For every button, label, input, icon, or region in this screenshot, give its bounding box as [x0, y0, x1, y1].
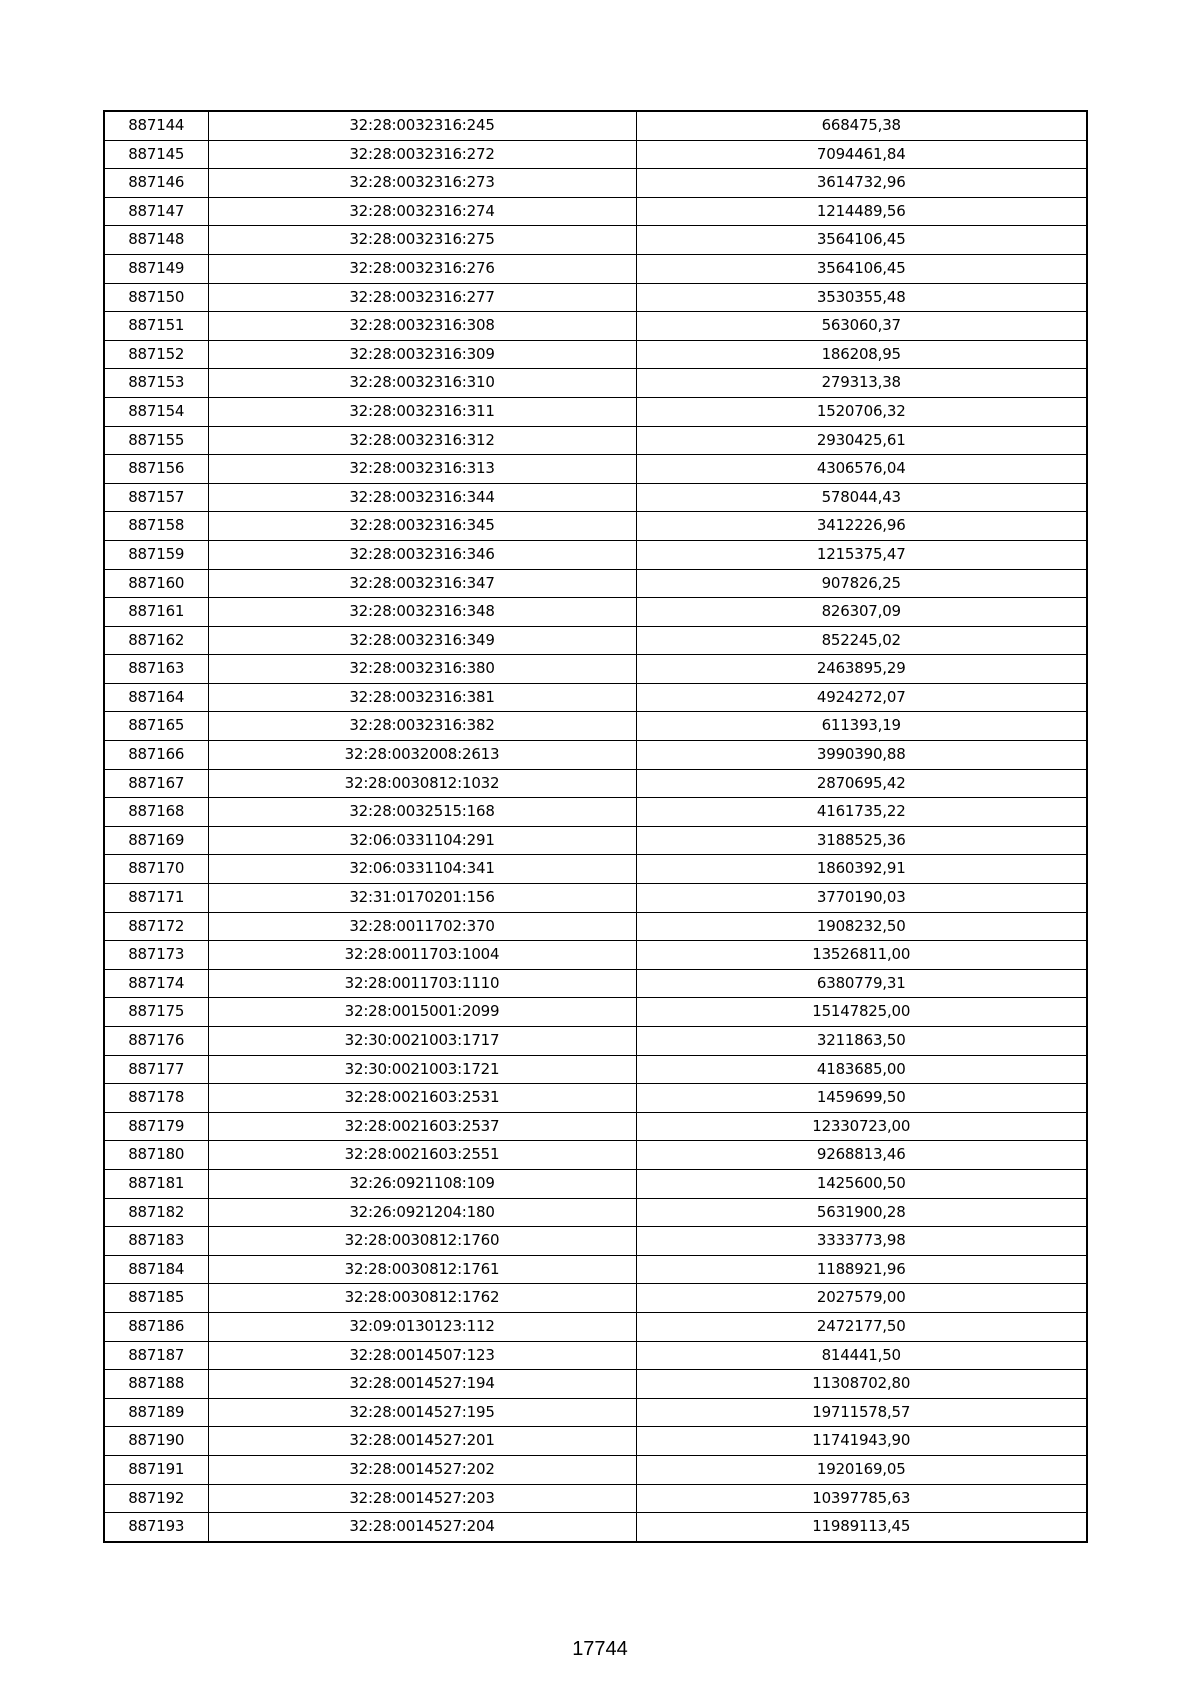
value-cell: 7094461,84	[636, 140, 1087, 169]
row-id-cell: 887144	[104, 111, 208, 140]
value-cell: 611393,19	[636, 712, 1087, 741]
cadastral-number-cell: 32:28:0021603:2537	[208, 1112, 636, 1141]
row-id-cell: 887156	[104, 455, 208, 484]
cadastral-number-cell: 32:30:0021003:1717	[208, 1027, 636, 1056]
cadastral-number-cell: 32:28:0032316:276	[208, 254, 636, 283]
cadastral-number-cell: 32:28:0011703:1110	[208, 969, 636, 998]
value-cell: 4183685,00	[636, 1055, 1087, 1084]
row-id-cell: 887152	[104, 340, 208, 369]
table-row	[104, 998, 1087, 1027]
value-cell: 15147825,00	[636, 998, 1087, 1027]
registry-table-body	[104, 111, 1087, 1542]
value-cell: 2463895,29	[636, 655, 1087, 684]
cadastral-number-cell: 32:28:0032008:2613	[208, 741, 636, 770]
row-id-cell: 887190	[104, 1427, 208, 1456]
row-id-cell: 887149	[104, 254, 208, 283]
value-cell: 1908232,50	[636, 912, 1087, 941]
value-cell: 3211863,50	[636, 1027, 1087, 1056]
cadastral-number-cell: 32:26:0921108:109	[208, 1169, 636, 1198]
value-cell: 1188921,96	[636, 1255, 1087, 1284]
table-row	[104, 1484, 1087, 1513]
table-row	[104, 855, 1087, 884]
table-row	[104, 769, 1087, 798]
row-id-cell: 887162	[104, 626, 208, 655]
table-row	[104, 1284, 1087, 1313]
row-id-cell: 887146	[104, 169, 208, 198]
row-id-cell: 887151	[104, 312, 208, 341]
row-id-cell: 887161	[104, 598, 208, 627]
table-row	[104, 397, 1087, 426]
table-row	[104, 1398, 1087, 1427]
value-cell: 852245,02	[636, 626, 1087, 655]
cadastral-number-cell: 32:28:0032316:274	[208, 197, 636, 226]
value-cell: 3614732,96	[636, 169, 1087, 198]
table-row	[104, 1141, 1087, 1170]
table-row	[104, 1027, 1087, 1056]
cadastral-number-cell: 32:28:0032316:310	[208, 369, 636, 398]
cadastral-number-cell: 32:28:0011703:1004	[208, 941, 636, 970]
table-row	[104, 283, 1087, 312]
table-row	[104, 1513, 1087, 1542]
row-id-cell: 887167	[104, 769, 208, 798]
table-row	[104, 512, 1087, 541]
row-id-cell: 887155	[104, 426, 208, 455]
row-id-cell: 887172	[104, 912, 208, 941]
value-cell: 12330723,00	[636, 1112, 1087, 1141]
cadastral-number-cell: 32:28:0032316:382	[208, 712, 636, 741]
table-row	[104, 1112, 1087, 1141]
row-id-cell: 887187	[104, 1341, 208, 1370]
table-row	[104, 1055, 1087, 1084]
table-row	[104, 340, 1087, 369]
table-row	[104, 1312, 1087, 1341]
cadastral-number-cell: 32:31:0170201:156	[208, 884, 636, 913]
table-row	[104, 941, 1087, 970]
row-id-cell: 887163	[104, 655, 208, 684]
value-cell: 1920169,05	[636, 1455, 1087, 1484]
cadastral-number-cell: 32:06:0331104:341	[208, 855, 636, 884]
cadastral-number-cell: 32:28:0032316:346	[208, 540, 636, 569]
cadastral-number-cell: 32:28:0032316:277	[208, 283, 636, 312]
row-id-cell: 887181	[104, 1169, 208, 1198]
row-id-cell: 887191	[104, 1455, 208, 1484]
cadastral-number-cell: 32:28:0032316:311	[208, 397, 636, 426]
cadastral-number-cell: 32:28:0030812:1032	[208, 769, 636, 798]
table-row	[104, 798, 1087, 827]
cadastral-number-cell: 32:28:0032316:345	[208, 512, 636, 541]
value-cell: 826307,09	[636, 598, 1087, 627]
cadastral-number-cell: 32:28:0032316:348	[208, 598, 636, 627]
value-cell: 3770190,03	[636, 884, 1087, 913]
value-cell: 3333773,98	[636, 1227, 1087, 1256]
table-row	[104, 426, 1087, 455]
value-cell: 1860392,91	[636, 855, 1087, 884]
table-row	[104, 1227, 1087, 1256]
row-id-cell: 887169	[104, 826, 208, 855]
cadastral-number-cell: 32:06:0331104:291	[208, 826, 636, 855]
row-id-cell: 887157	[104, 483, 208, 512]
value-cell: 11308702,80	[636, 1370, 1087, 1399]
row-id-cell: 887147	[104, 197, 208, 226]
cadastral-number-cell: 32:28:0032316:349	[208, 626, 636, 655]
row-id-cell: 887174	[104, 969, 208, 998]
table-row	[104, 254, 1087, 283]
row-id-cell: 887145	[104, 140, 208, 169]
row-id-cell: 887179	[104, 1112, 208, 1141]
cadastral-number-cell: 32:28:0014527:201	[208, 1427, 636, 1456]
value-cell: 4924272,07	[636, 683, 1087, 712]
value-cell: 1215375,47	[636, 540, 1087, 569]
row-id-cell: 887180	[104, 1141, 208, 1170]
row-id-cell: 887154	[104, 397, 208, 426]
value-cell: 1425600,50	[636, 1169, 1087, 1198]
table-row	[104, 826, 1087, 855]
cadastral-number-cell: 32:28:0030812:1762	[208, 1284, 636, 1313]
cadastral-number-cell: 32:28:0032316:347	[208, 569, 636, 598]
value-cell: 4306576,04	[636, 455, 1087, 484]
table-row	[104, 169, 1087, 198]
value-cell: 3412226,96	[636, 512, 1087, 541]
row-id-cell: 887185	[104, 1284, 208, 1313]
table-row	[104, 226, 1087, 255]
table-row	[104, 1341, 1087, 1370]
value-cell: 578044,43	[636, 483, 1087, 512]
row-id-cell: 887158	[104, 512, 208, 541]
row-id-cell: 887189	[104, 1398, 208, 1427]
value-cell: 1520706,32	[636, 397, 1087, 426]
table-row	[104, 912, 1087, 941]
cadastral-number-cell: 32:28:0032316:344	[208, 483, 636, 512]
cadastral-number-cell: 32:28:0014527:195	[208, 1398, 636, 1427]
table-row	[104, 483, 1087, 512]
cadastral-number-cell: 32:28:0014527:202	[208, 1455, 636, 1484]
cadastral-number-cell: 32:28:0032316:245	[208, 111, 636, 140]
table-row	[104, 969, 1087, 998]
value-cell: 6380779,31	[636, 969, 1087, 998]
value-cell: 668475,38	[636, 111, 1087, 140]
value-cell: 4161735,22	[636, 798, 1087, 827]
cadastral-number-cell: 32:09:0130123:112	[208, 1312, 636, 1341]
value-cell: 186208,95	[636, 340, 1087, 369]
row-id-cell: 887192	[104, 1484, 208, 1513]
value-cell: 907826,25	[636, 569, 1087, 598]
value-cell: 11989113,45	[636, 1513, 1087, 1542]
row-id-cell: 887184	[104, 1255, 208, 1284]
cadastral-number-cell: 32:28:0032316:312	[208, 426, 636, 455]
cadastral-number-cell: 32:28:0030812:1760	[208, 1227, 636, 1256]
cadastral-number-cell: 32:28:0032316:309	[208, 340, 636, 369]
value-cell: 11741943,90	[636, 1427, 1087, 1456]
table-row	[104, 312, 1087, 341]
row-id-cell: 887177	[104, 1055, 208, 1084]
cadastral-number-cell: 32:28:0032316:308	[208, 312, 636, 341]
value-cell: 2870695,42	[636, 769, 1087, 798]
cadastral-number-cell: 32:28:0030812:1761	[208, 1255, 636, 1284]
table-row	[104, 111, 1087, 140]
value-cell: 13526811,00	[636, 941, 1087, 970]
cadastral-number-cell: 32:28:0032316:272	[208, 140, 636, 169]
row-id-cell: 887193	[104, 1513, 208, 1542]
table-row	[104, 626, 1087, 655]
row-id-cell: 887166	[104, 741, 208, 770]
row-id-cell: 887183	[104, 1227, 208, 1256]
row-id-cell: 887186	[104, 1312, 208, 1341]
row-id-cell: 887159	[104, 540, 208, 569]
value-cell: 5631900,28	[636, 1198, 1087, 1227]
value-cell: 814441,50	[636, 1341, 1087, 1370]
cadastral-number-cell: 32:28:0032316:275	[208, 226, 636, 255]
row-id-cell: 887170	[104, 855, 208, 884]
table-row	[104, 598, 1087, 627]
value-cell: 563060,37	[636, 312, 1087, 341]
table-row	[104, 741, 1087, 770]
value-cell: 2930425,61	[636, 426, 1087, 455]
value-cell: 3564106,45	[636, 226, 1087, 255]
row-id-cell: 887173	[104, 941, 208, 970]
cadastral-number-cell: 32:28:0021603:2551	[208, 1141, 636, 1170]
value-cell: 3990390,88	[636, 741, 1087, 770]
value-cell: 2472177,50	[636, 1312, 1087, 1341]
row-id-cell: 887164	[104, 683, 208, 712]
value-cell: 3188525,36	[636, 826, 1087, 855]
table-row	[104, 197, 1087, 226]
table-row	[104, 1370, 1087, 1399]
row-id-cell: 887171	[104, 884, 208, 913]
value-cell: 10397785,63	[636, 1484, 1087, 1513]
value-cell: 3530355,48	[636, 283, 1087, 312]
table-row	[104, 1169, 1087, 1198]
table-row	[104, 1427, 1087, 1456]
cadastral-number-cell: 32:28:0032316:381	[208, 683, 636, 712]
cadastral-number-cell: 32:28:0015001:2099	[208, 998, 636, 1027]
cadastral-number-cell: 32:28:0014527:203	[208, 1484, 636, 1513]
cadastral-number-cell: 32:26:0921204:180	[208, 1198, 636, 1227]
row-id-cell: 887168	[104, 798, 208, 827]
cadastral-number-cell: 32:28:0032316:313	[208, 455, 636, 484]
cadastral-number-cell: 32:28:0014527:204	[208, 1513, 636, 1542]
table-row	[104, 369, 1087, 398]
table-row	[104, 683, 1087, 712]
value-cell: 2027579,00	[636, 1284, 1087, 1313]
row-id-cell: 887175	[104, 998, 208, 1027]
cadastral-number-cell: 32:28:0014527:194	[208, 1370, 636, 1399]
row-id-cell: 887150	[104, 283, 208, 312]
cadastral-number-cell: 32:30:0021003:1721	[208, 1055, 636, 1084]
table-row	[104, 1255, 1087, 1284]
value-cell: 3564106,45	[636, 254, 1087, 283]
table-row	[104, 569, 1087, 598]
cadastral-number-cell: 32:28:0011702:370	[208, 912, 636, 941]
row-id-cell: 887148	[104, 226, 208, 255]
value-cell: 9268813,46	[636, 1141, 1087, 1170]
row-id-cell: 887182	[104, 1198, 208, 1227]
cadastral-number-cell: 32:28:0032316:273	[208, 169, 636, 198]
value-cell: 1459699,50	[636, 1084, 1087, 1113]
table-row	[104, 540, 1087, 569]
table-row	[104, 655, 1087, 684]
registry-table	[103, 110, 1088, 1543]
row-id-cell: 887176	[104, 1027, 208, 1056]
table-row	[104, 140, 1087, 169]
row-id-cell: 887160	[104, 569, 208, 598]
table-row	[104, 712, 1087, 741]
page-number: 17744	[572, 1638, 628, 1660]
row-id-cell: 887153	[104, 369, 208, 398]
table-row	[104, 1455, 1087, 1484]
value-cell: 1214489,56	[636, 197, 1087, 226]
row-id-cell: 887165	[104, 712, 208, 741]
cadastral-number-cell: 32:28:0014507:123	[208, 1341, 636, 1370]
value-cell: 19711578,57	[636, 1398, 1087, 1427]
row-id-cell: 887178	[104, 1084, 208, 1113]
cadastral-number-cell: 32:28:0021603:2531	[208, 1084, 636, 1113]
table-row	[104, 1198, 1087, 1227]
row-id-cell: 887188	[104, 1370, 208, 1399]
cadastral-number-cell: 32:28:0032515:168	[208, 798, 636, 827]
table-row	[104, 884, 1087, 913]
table-row	[104, 1084, 1087, 1113]
value-cell: 279313,38	[636, 369, 1087, 398]
cadastral-number-cell: 32:28:0032316:380	[208, 655, 636, 684]
table-row	[104, 455, 1087, 484]
